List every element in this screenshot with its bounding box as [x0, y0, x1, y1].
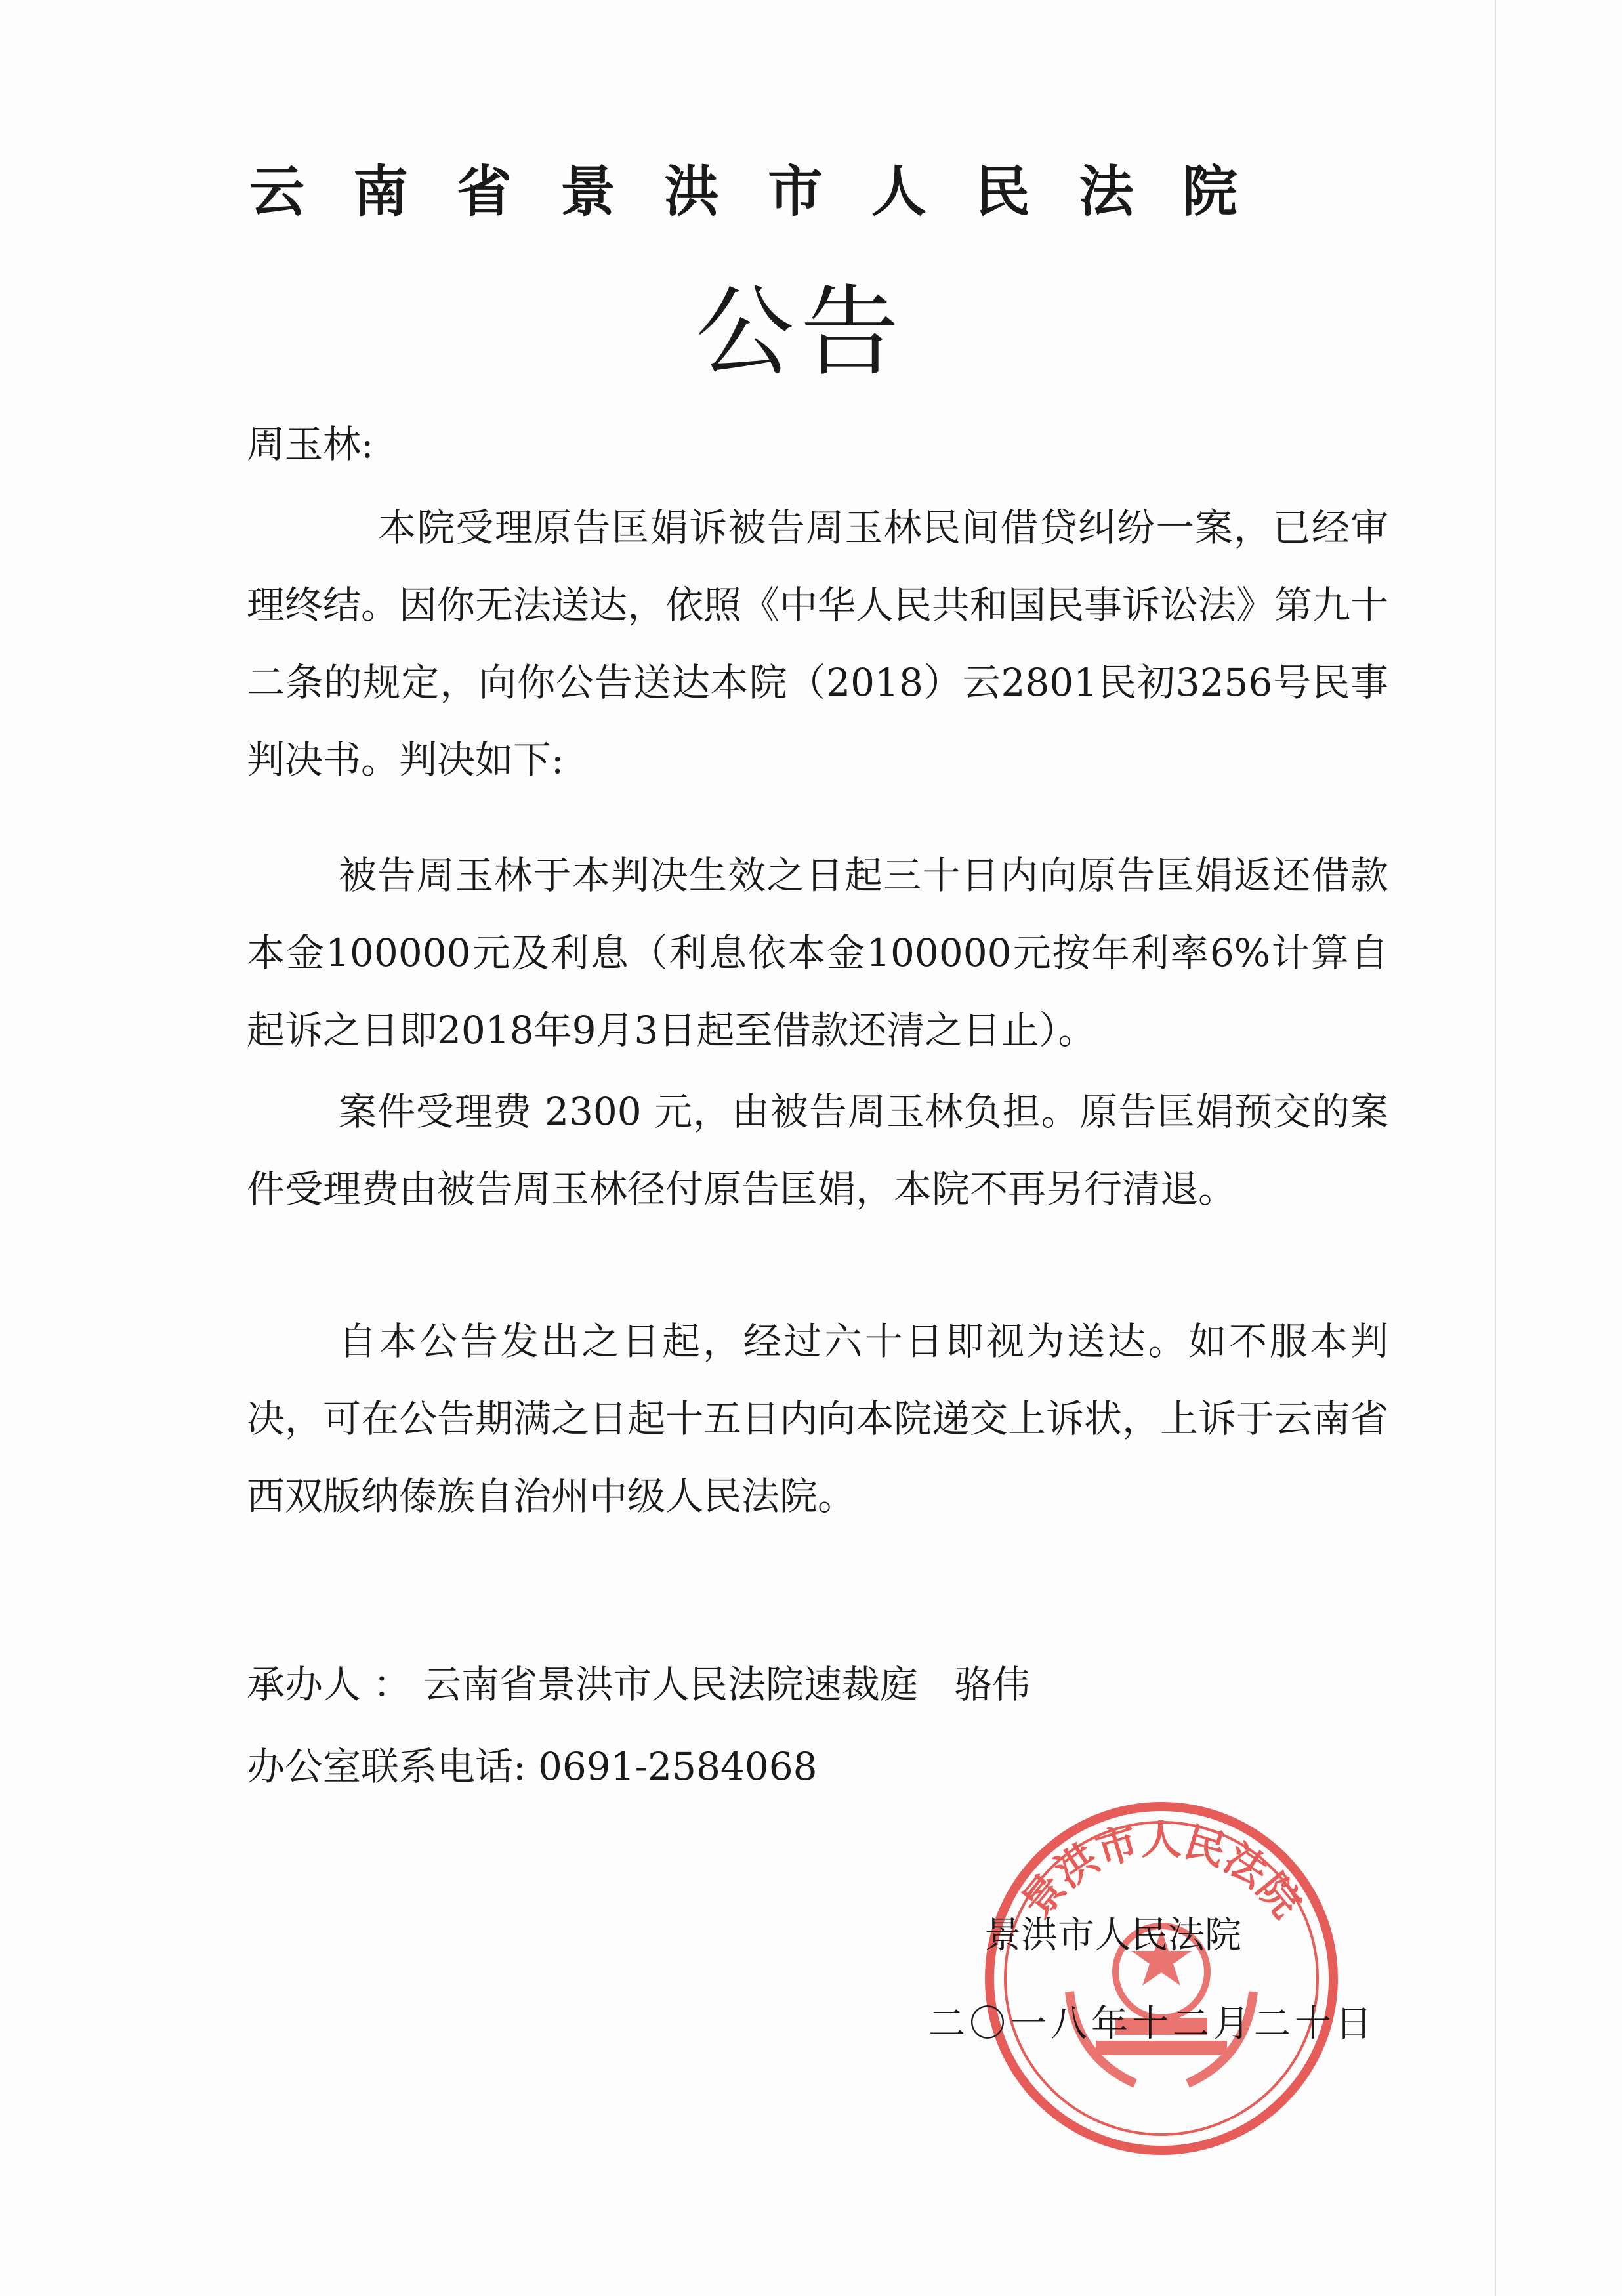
court-name-heading: 云南省景洪市人民法院	[249, 159, 1287, 224]
notice-title: 公告	[696, 276, 906, 390]
signature-court: 景洪市人民法院	[984, 1914, 1241, 1957]
paragraph-case-summary: 本院受理原告匡娟诉被告周玉林民间借贷纠纷一案，已经审理终结。因你无法送达，依照《中华人民共和国民事诉讼法》第九十二条的规定，向你公告送达本院（2018）云2801民初3256号民事判决书。判决如下:	[247, 505, 1389, 782]
paragraph-court-fee: 案件受理费 2300 元，由被告周玉林负担。原告匡娟预交的案件受理费由被告周玉林径付原告匡娟，本院不再另行清退。	[247, 1089, 1388, 1211]
signature-date: 二〇一八年十二月二十日	[928, 2003, 1376, 2045]
page-edge-line	[1495, 0, 1496, 2296]
court-seal-stamp	[978, 1795, 1345, 2162]
seal-text: 景洪市人民法院	[1012, 1816, 1311, 1927]
addressee: 周玉林:	[247, 422, 374, 467]
handler-line: 承办人 ： 云南省景洪市人民法院速裁庭 骆伟	[247, 1662, 1031, 1707]
paragraph-appeal-notice: 自本公告发出之日起，经过六十日即视为送达。如不服本判决，可在公告期满之日起十五日内向本院递交上诉状，上诉于云南省西双版纳傣族自治州中级人民法院。	[247, 1319, 1389, 1518]
paragraph-judgment: 被告周玉林于本判决生效之日起三十日内向原告匡娟返还借款本金100000元及利息（利息依本金100000元按年利率6%计算自起诉之日即2018年9月3日起至借款还清之日止）。	[247, 853, 1388, 1053]
phone-line: 办公室联系电话: 0691-2584068	[247, 1744, 818, 1789]
